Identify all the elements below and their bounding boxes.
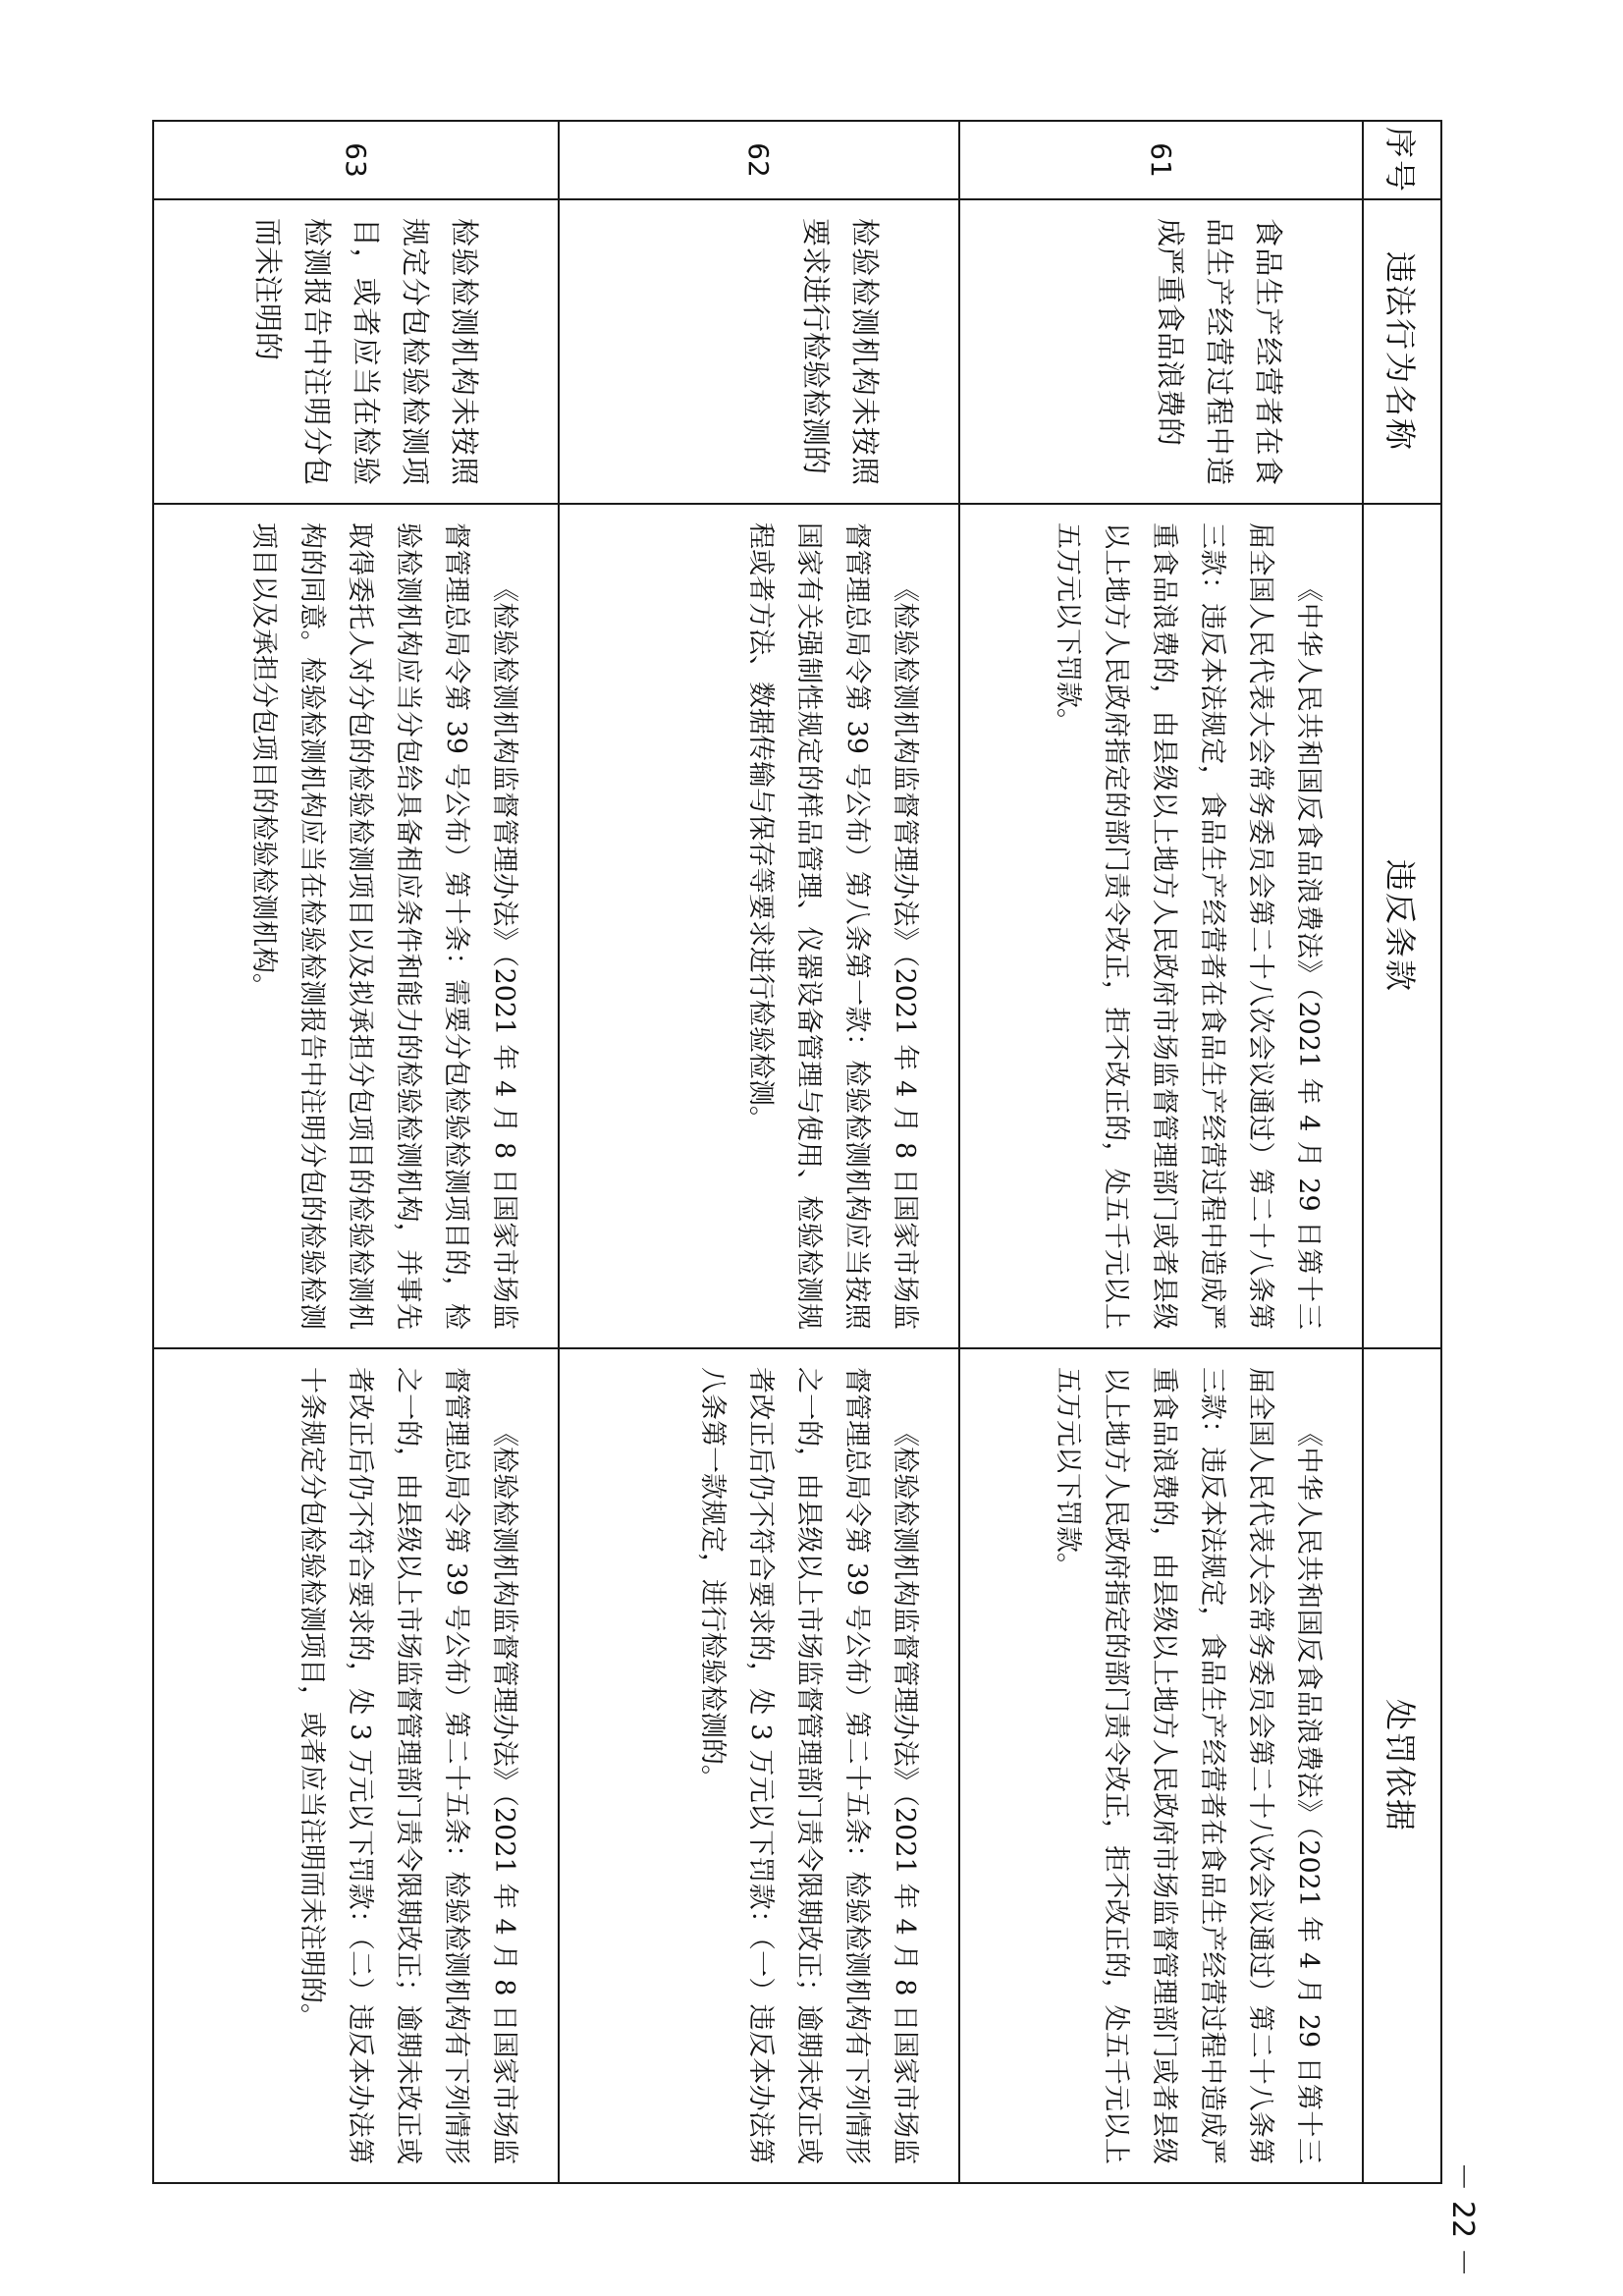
table-header-row: [1363, 121, 1441, 2183]
rotated-page: [156, 120, 1442, 2182]
violated-clause: [959, 504, 1363, 1348]
violated-clause: [559, 504, 959, 1348]
row-number: 61: [959, 121, 1363, 199]
row-number: 63: [153, 121, 559, 199]
penalty-basis: [959, 1348, 1363, 2183]
header-clause: 违反条款: [1363, 504, 1441, 1348]
basis-text: 《中华人民共和国反食品浪费法》（2021 年 4 月 29 日第十三届全国人民代表大会常务委员会第二十八次会议通过）第二十八条第三款：违反本法规定，食品生产经营者在食品生产经营过程中造成严重食品浪费的，由县级以上地方人民政府市场监督管理部门或者县级以上地方人民政府指定的部门责令改正，拒不改正的，处五千元以上五万元以下罚款。: [1053, 1367, 1324, 2164]
row-number: 62: [559, 121, 959, 199]
basis-text: 《检验检测机构监督管理办法》（2021 年 4 月 8 日国家市场监督管理总局令第 39 号公布）第二十五条：检验检测机构有下列情形之一的，由县级以上市场监督管理部门责令限期改正；逾期未改正或者改正后仍不符合要求的，处 3 万元以下罚款：（二）违反本办法第十条规定分包检验检测项目，或者应当注明而未注明的。: [297, 1367, 519, 2164]
clause-text: 《中华人民共和国反食品浪费法》（2021 年 4 月 29 日第十三届全国人民代表大会常务委员会第二十八次会议通过）第二十八条第三款：违反本法规定，食品生产经营者在食品生产经营过程中造成严重食品浪费的，由县级以上地方人民政府市场监督管理部门或者县级以上地方人民政府指定的部门责令改正，拒不改正的，处五千元以上五万元以下罚款。: [1053, 522, 1324, 1330]
clause-text: 《检验检测机构监督管理办法》（2021 年 4 月 8 日国家市场监督管理总局令第 39 号公布）第八条第一款：检验检测机构应当按照国家有关强制性规定的样品管理、仪器设备管理与使用、检验检测规程或者方法、数据传输与保存等要求进行检验检测。: [745, 522, 920, 1330]
penalty-basis: [153, 1348, 559, 2183]
penalty-basis: [559, 1348, 959, 2183]
header-no: 序号: [1363, 121, 1441, 199]
violation-name: 检验检测机构未按照规定分包检验检测项目，或者应当在检验检测报告中注明分包而未注明的: [153, 199, 559, 504]
table-row: [559, 121, 959, 2183]
violation-name: 检验检测机构未按照要求进行检验检测的: [559, 199, 959, 504]
clause-text: 《检验检测机构监督管理办法》（2021 年 4 月 8 日国家市场监督管理总局令第 39 号公布）第十条：需要分包检验检测项目的，检验检测机构应当分包给具备相应条件和能力的检验检测机构，并事先取得委托人对分包的检验检测项目以及拟承担分包项目的检验检测机构的同意。检验检测机构应当在检验检测报告中注明分包的检验检测项目以及承担分包项目的检验检测机构。: [248, 522, 519, 1330]
table-row: [153, 121, 559, 2183]
header-name: 违法行为名称: [1363, 199, 1441, 504]
basis-text: 《检验检测机构监督管理办法》（2021 年 4 月 8 日国家市场监督管理总局令第 39 号公布）第二十五条：检验检测机构有下列情形之一的，由县级以上市场监督管理部门责令限期改正；逾期未改正或者改正后仍不符合要求的，处 3 万元以下罚款：（一）违反本办法第八条第一款规定，进行检验检测的。: [697, 1367, 920, 2164]
penalty-table: [152, 120, 1442, 2184]
header-basis: 处罚依据: [1363, 1348, 1441, 2183]
table-row: [959, 121, 1363, 2183]
page-number: － 22 －: [1445, 2161, 1480, 2277]
violated-clause: [153, 504, 559, 1348]
violation-name: 食品生产经营者在食品生产经营过程中造成严重食品浪费的: [959, 199, 1363, 504]
